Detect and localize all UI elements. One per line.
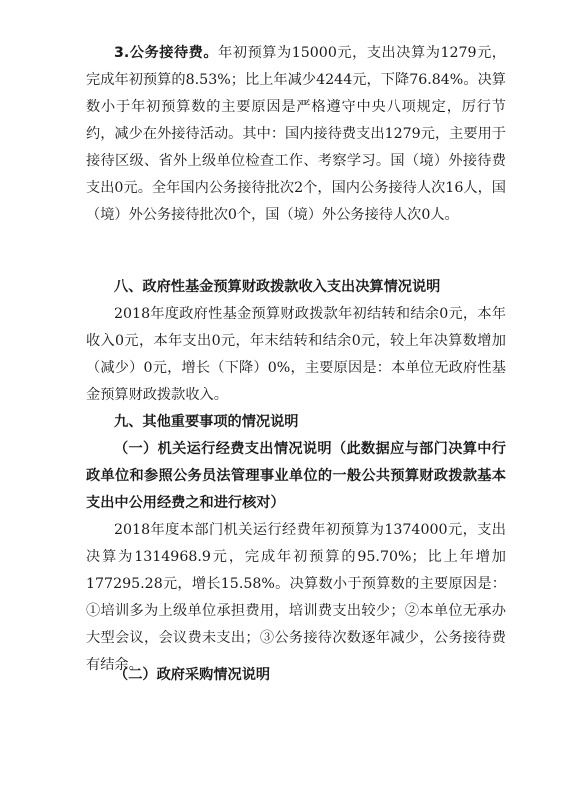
section-9-heading: 九、其他重要事项的情况说明 bbox=[114, 414, 299, 430]
section-8-body: 2018年度政府性基金预算财政拨款年初结转和结余0元，本年收入0元，本年支出0元，年末结转和结余0元，较上年决算数增加（减少）0元，增长（下降）0%，主要原因是：本单位无政府性基金预算财政拨款收入。 bbox=[86, 306, 506, 403]
reception-fee-paragraph bbox=[86, 40, 506, 229]
reception-fee-lead: 3.公务接待费。 bbox=[114, 45, 219, 61]
section-9-sub1-heading: （一）机关运行经费支出情况说明（此数据应与部门决算中行政单位和参照公务员法管理事业单位的一般公共预算财政拨款基本支出中公用经费之和进行核对） bbox=[86, 441, 506, 511]
section-8-heading: 八、政府性基金预算财政拨款收入支出决算情况说明 bbox=[114, 279, 441, 295]
reception-fee-body: 年初预算为15000元，支出决算为1279元，完成年初预算的8.53%；比上年减少4244元，下降76.84%。决算数小于年初预算数的主要原因是严格遵守中央八项规定，厉行节约，减少在外接待活动。其中：国内接待费支出1279元，主要用于接待区级、省外上级单位检查工作、考察学习。国（境）外接待费支出0元。全年国内公务接待批次2个，国内公务接待人次16人，国（境）外公务接待批次0个，国（境）外公务接待人次0人。 bbox=[86, 45, 506, 223]
section-9-sub1-body: 2018年度本部门机关运行经费年初预算为1374000元，支出决算为1314968.9元，完成年初预算的95.70%；比上年增加177295.28元，增长15.58%。决算数小于预算数的主要原因是：①培训多为上级单位承担费用，培训费支出较少；②本单位无承办大型会议，会议费未支出；③公务接待次数逐年减少，公务接待费有结余。 bbox=[86, 522, 506, 673]
section-9-sub2-heading: （二）政府采购情况说明 bbox=[114, 667, 271, 683]
